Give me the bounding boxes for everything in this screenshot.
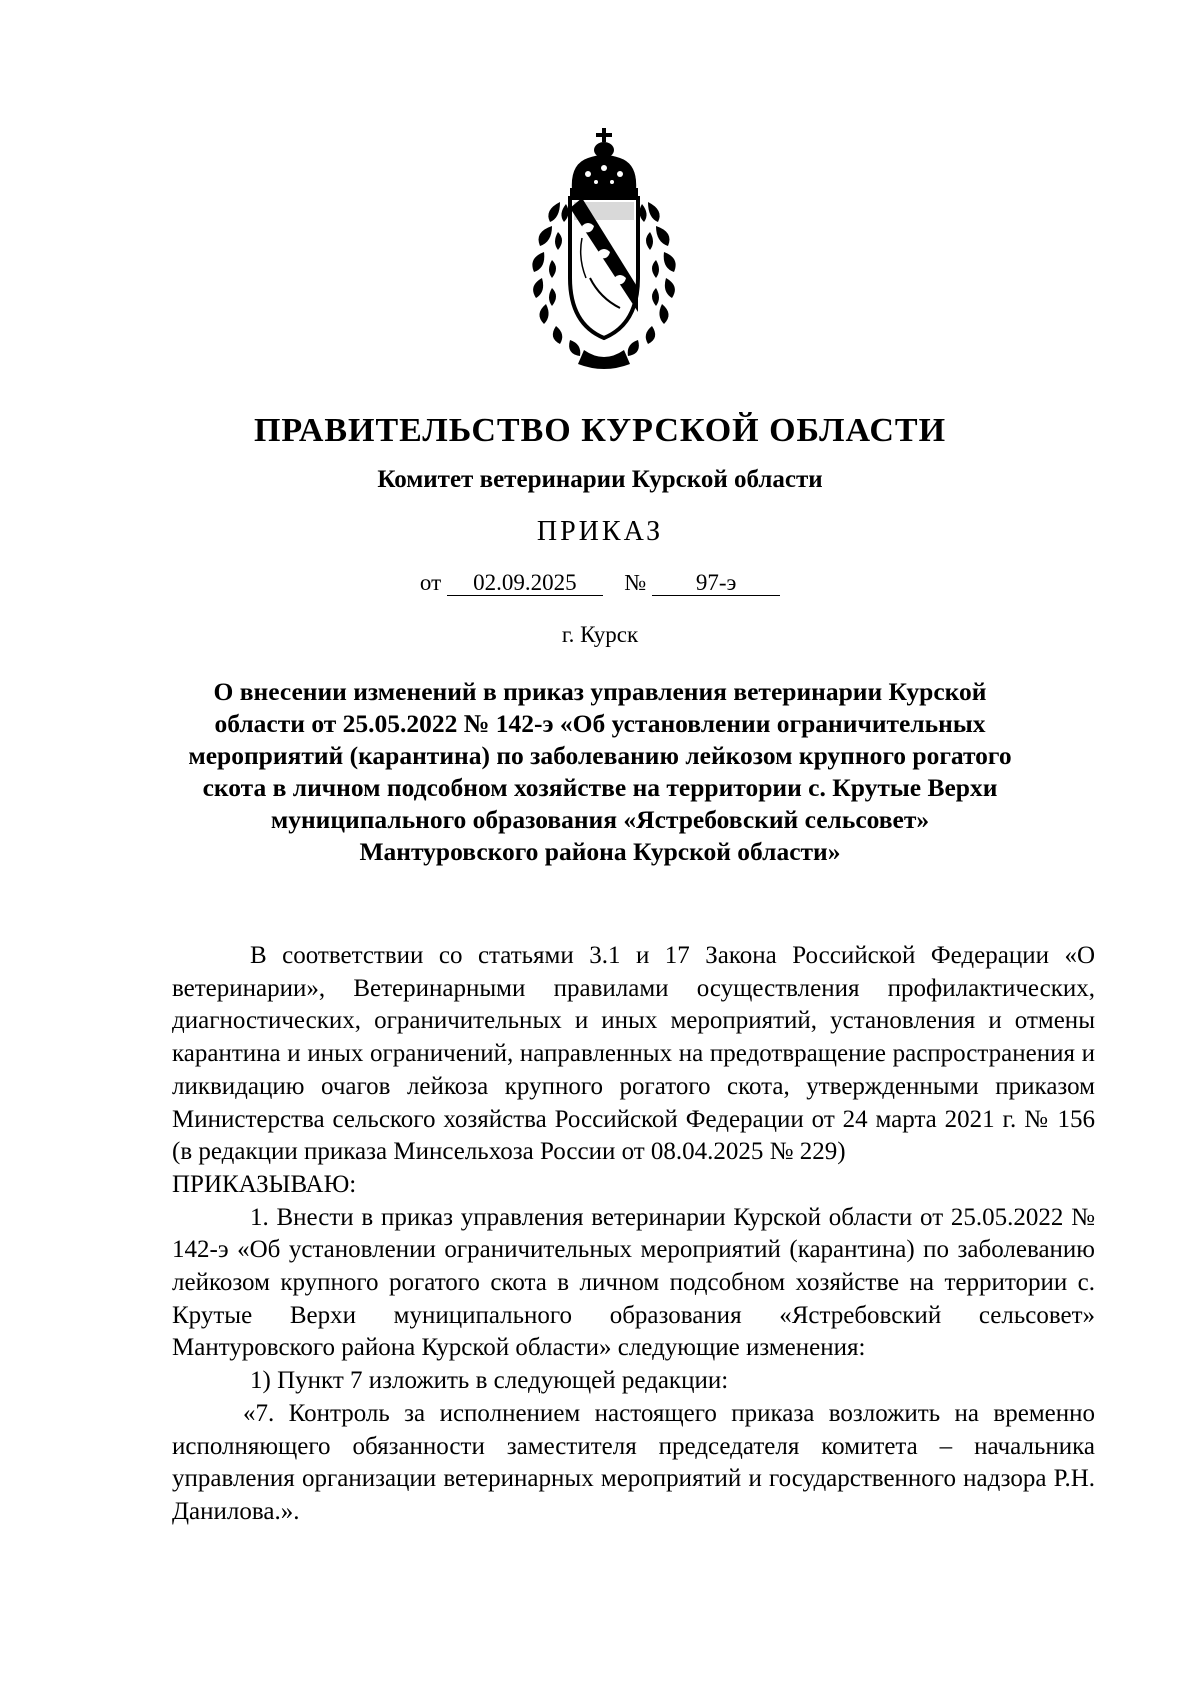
order-word: ПРИКАЗЫВАЮ:	[172, 1170, 357, 1198]
city: г. Курск	[561, 622, 639, 647]
item-1-paragraph: 1. Внести в приказ управления ветеринарии Курской области от 25.05.2022 № 142-э «Об установлении ограничительных мероприятий (карантина) по заболеванию лейкозом крупного рогатого скота в личном подсобном хозяйстве на территории с. Крутые Верхи муниципального образования «Ястребовский сельсовет» Мантуровского района Курской области» следующие изменения:	[172, 1203, 1095, 1362]
order-title: О внесении изменений в приказ управления ветеринарии Курской области от 25.05.2022 № 142-э «Об установлении ограничительных мероприятий (карантина) по заболеванию лейкозом крупного рогатого скота в личном подсобном хозяйстве на территории с. Крутые Верхи муниципального образования «Ястребовский сельсовет» Мантуровского района Курской области»	[188, 677, 1012, 866]
subitem-1-paragraph: 1) Пункт 7 изложить в следующей редакции:	[250, 1367, 729, 1395]
government-name: ПРАВИТЕЛЬСТВО КУРСКОЙ ОБЛАСТИ	[253, 412, 947, 449]
preamble-paragraph: В соответствии со статьями 3.1 и 17 Закона Российской Федерации «О ветеринарии», Ветеринарными правилами осуществления профилактических, диагностических, ограничительных и иных мероприятий, установления и отмены карантина и иных ограничений, направленных на предотвращение распространения и ликвидацию очагов лейкоза крупного рогатого скота, утвержденными приказом Министерства сельского хозяйства Российской Федерации от 24 марта 2021 г. № 156 (в редакции приказа Минсельхоза России от 08.04.2025 № 229)	[172, 942, 1095, 1166]
committee-name: Комитет ветеринарии Курской области	[377, 466, 823, 493]
order-date: 02.09.2025	[447, 571, 603, 596]
date-number-line	[150, 570, 1050, 596]
document-type: ПРИКАЗ	[536, 516, 664, 547]
order-number: 97-э	[652, 571, 780, 596]
quoted-item-7-paragraph: «7. Контроль за исполнением настоящего приказа возложить на временно исполняющего обязанности заместителя председателя комитета – начальника управления организации ветеринарных мероприятий и государственного надзора Р.Н. Данилова.».	[172, 1399, 1095, 1525]
number-sign: №	[624, 570, 647, 595]
order-body	[172, 940, 1095, 1529]
coat-of-arms-icon	[530, 128, 678, 370]
date-prefix: от	[419, 570, 442, 595]
